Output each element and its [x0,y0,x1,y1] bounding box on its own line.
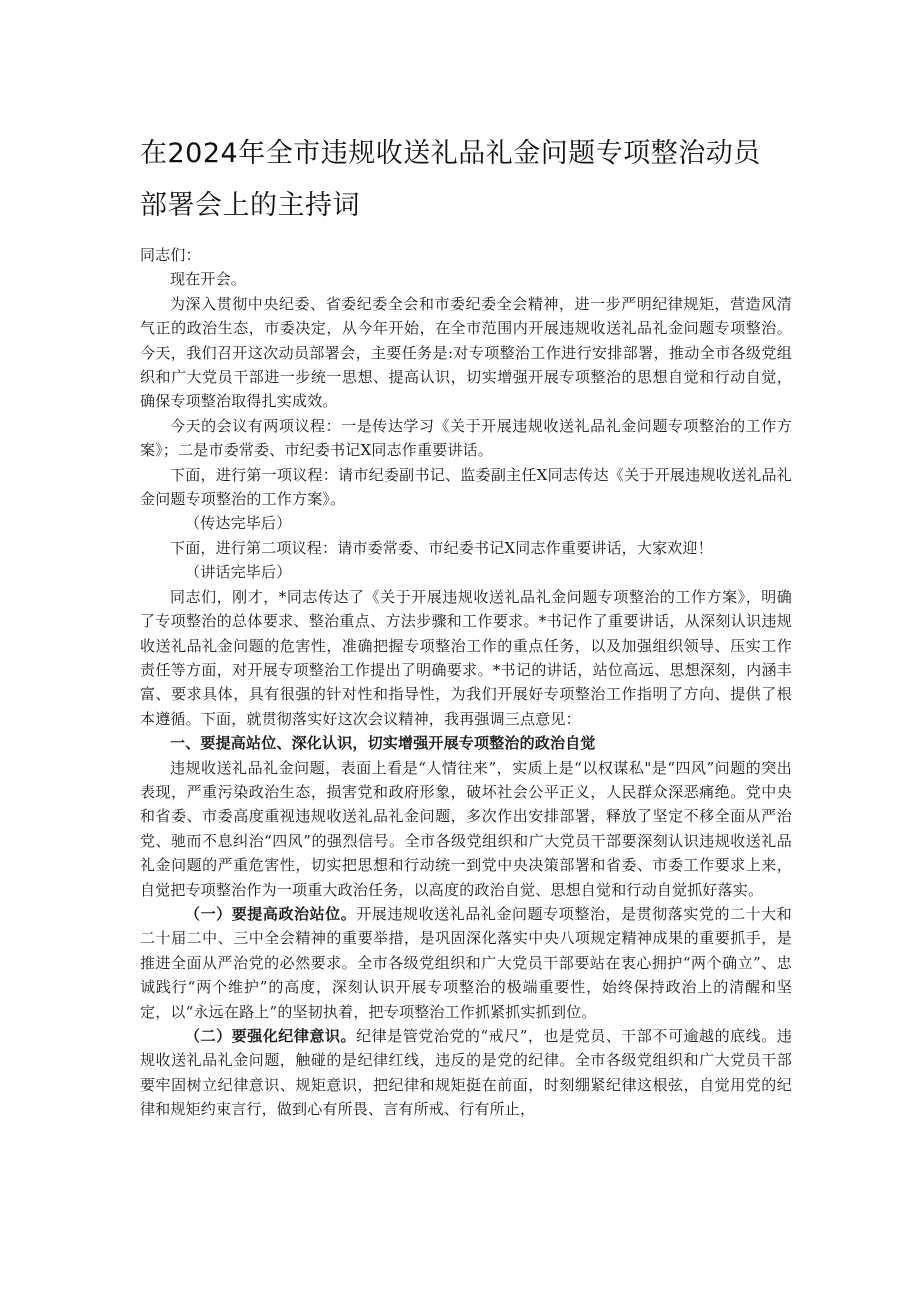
subsection-1 [140,902,792,1024]
paragraph-open: 现在开会。 [170,270,247,289]
document-title-line-1: 在2024年全市违规收送礼品礼金问题专项整治动员 [140,138,761,169]
subsection-1-label: （一）要提高政治站位。 [185,904,357,923]
paragraph-agenda: 今天的会议有两项议程：一是传达学习《关于开展违规收送礼品礼金问题专项整治的工作方案》；二是市委常委、市纪委书记X同志作重要讲话。 [140,416,792,460]
subsection-2 [140,1024,792,1122]
document-body [140,243,792,1122]
subsection-2-label: （二）要强化纪律意识。 [185,1027,357,1045]
subsection-1-text: 开展违规收送礼品礼金问题专项整治，是贯彻落实党的二十大和二十届二中、三中全会精神的重要举措，是巩固深化落实中央八项规定精神成果的重要抓手，是推进全面从严治党的必然要求。全市各级党组织和广大党员干部要站在衷心拥护“两个确立”、忠诚践行“两个维护”的高度，深刻认识开展专项整治的极端重要性，始终保持政治上的清醒和坚定，以“永远在路上”的坚韧执着，把专项整治工作抓紧抓实抓到位。 [140,904,792,1021]
paragraph-section-1: 违规收送礼品礼金问题，表面上看是“人情往来”，实质上是“以权谋私"是“四风”问题的突出表现，严重污染政治生态，损害党和政府形象，破坏社会公平正义，人民群众深恶痛绝。党中央和省委、市委高度重视违规收送礼品礼金问题，多次作出安排部署，释放了坚定不移全面从严治党、驰而不息纠治“四风”的强烈信号。全市各级党组织和广大党员干部要深刻认识违规收送礼品礼金问题的严重危害性，切实把思想和行动统一到党中央决策部署和省委、市委工作要求上来，自觉把专项整治作为一项重大政治任务，以高度的政治自觉、思想自觉和行动自觉抓好落实。 [140,758,792,899]
paragraph-agenda-item-1: 下面，进行第一项议程：请市纪委副书记、监委副主任X同志传达《关于开展违规收送礼品礼金问题专项整治的工作方案》。 [140,465,792,509]
paragraph-summary: 同志们，刚才，*同志传达了《关于开展违规收送礼品礼金问题专项整治的工作方案》，明确了专项整治的总体要求、整治重点、方法步骤和工作要求。*书记作了重要讲话，从深刻认识违规收送礼品礼金问题的危害性，准确把握专项整治工作的重点任务，以及加强组织领导、压实工作责任等方面，对开展专项整治工作提出了明确要求。*书记的讲话，站位高远、思想深刻，内涵丰富、要求具体，具有很强的针对性和指导性，为我们开展好专项整治工作指明了方向、提供了根本遵循。下面，就贯彻落实好这次会议精神，我再强调三点意见： [140,587,792,728]
stage-note-1: （传达完毕后） [185,514,292,533]
salutation: 同志们： [140,246,201,264]
paragraph-agenda-item-2: 下面，进行第二项议程：请市委常委、市纪委书记X同志作重要讲话，大家欢迎！ [170,538,713,557]
subsection-2-text: 纪律是管党治党的“戒尺”，也是党员、干部不可逾越的底线。违规收送礼品礼金问题，触碰的是纪律红线，违反的是党的纪律。全市各级党组织和广大党员干部要牢固树立纪律意识、规矩意识，把纪律和规矩挺在前面，时刻绷紧纪律这根弦，自觉用党的纪律和规矩约束言行，做到心有所畏、言有所戒、行有所止， [140,1027,793,1119]
stage-note-2: （讲话完毕后） [185,563,292,582]
paragraph-purpose: 为深入贯彻中央纪委、省委纪委全会和市委纪委全会精神，进一步严明纪律规矩，营造风清气正的政治生态，市委决定，从今年开始，在全市范围内开展违规收送礼品礼金问题专项整治。今天，我们召开这次动员部署会，主要任务是:对专项整治工作进行安排部署，推动全市各级党组织和广大党员干部进一步统一思想、提高认识，切实增强开展专项整治的思想自觉和行动自觉，确保专项整治取得扎实成效。 [140,294,792,411]
section-1-heading: 一、要提高站位、深化认识，切实增强开展专项整治的政治自觉 [170,734,596,753]
document-title-line-2: 部署会上的主持词 [140,190,360,221]
